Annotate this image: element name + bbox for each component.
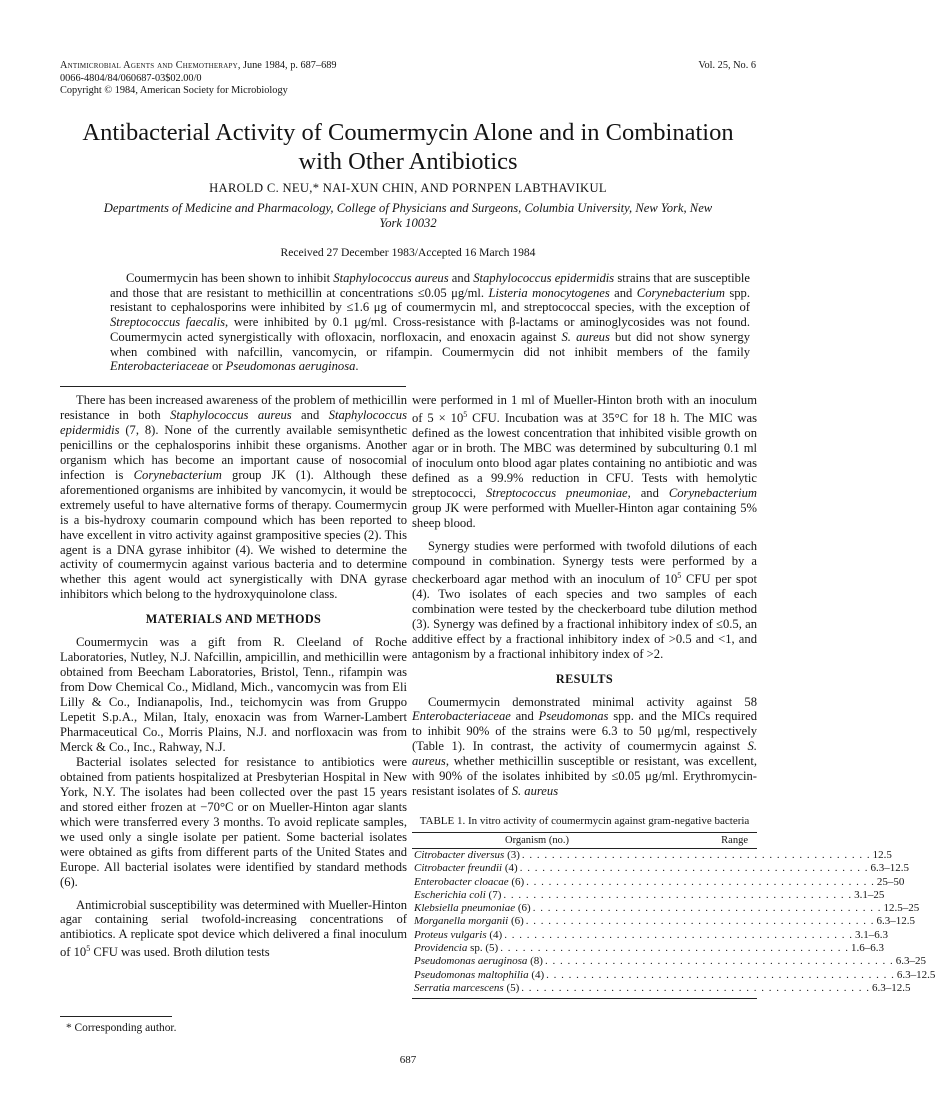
table-row	[412, 888, 885, 902]
table-caption: TABLE 1. In vitro activity of coumermycin against gram-negative bacteria	[419, 815, 750, 827]
range-cell: 6.3–25	[895, 955, 926, 968]
range-cell: 1.6–6.3	[850, 942, 884, 955]
journal-header	[60, 60, 337, 98]
journal-name: Antimicrobial Agents and Chemotherapy	[60, 60, 238, 71]
methods-paragraph-4: were performed in 1 ml of Mueller-Hinton broth with an inoculum of $5 \times 10^5$ CFU. Incubation was at 35°C for 18 h. The MIC was defined as the lowest concentration that inhibited visible growth on agar or in broth. The MBC was determined by subculturing 0.1 ml of inoculum onto blood agar plates containing no antibiotic and was defined as a 99.9% reduction in CFU. Tests with hemolytic streptococci, Streptococcus pneumoniae, and Corynebacterium group JK were performed with Mueller-Hinton agar containing 5% sheep blood.	[412, 393, 758, 530]
organism-cell: Citrobacter freundii (4)	[414, 862, 518, 875]
table-row	[412, 955, 926, 968]
organism-cell: Proteus vulgaris (4)	[414, 928, 503, 941]
dot-leader: . . . . . . . . . . . . . . . . . . . . . . . . . . . . . . . . . . . . . . . . . . . . . . .	[519, 862, 869, 875]
organism-cell: Pseudomonas aeruginosa (8)	[414, 955, 543, 968]
range-cell: 6.3–12.5	[896, 968, 935, 981]
table-header-row	[412, 832, 757, 849]
organism-cell: Providencia sp. (5)	[414, 942, 499, 955]
dot-leader: . . . . . . . . . . . . . . . . . . . . . . . . . . . . . . . . . . . . . . . . . . . . . . .	[525, 915, 875, 928]
range-cell: 6.3–12.5	[872, 981, 911, 994]
results-heading: RESULTS	[555, 671, 614, 686]
abstract: Coumermycin has been shown to inhibit Staphylococcus aureus and Staphylococcus epidermidis strains that are susceptible and those that are resistant to methicillin at concentrations ≤0.05 μg/ml. Listeria monocytogenes and Corynebacterium spp. resistant to cephalosporins were inhibited by ≤1.6 μg of coumermycin ml, and streptococcal species, with the exception of Streptococcus faecalis, were inhibited by 0.1 μg/ml. Cross-resistance with β-lactams or aminoglycosides was not found. Coumermycin acted synergistically with ofloxacin, norfloxacin, and enoxacin against S. aureus but did not show synergy when combined with nafcillin, vancomycin, or rifampin. Coumermycin did not inhibit members of the family Enterobacteriaceae or Pseudomonas aeruginosa.	[110, 271, 751, 374]
affiliation-line-1: Departments of Medicine and Pharmacology, College of Physicians and Surgeons, Columbia University, New York, New	[103, 201, 713, 215]
range-cell: 3.1–6.3	[854, 928, 888, 941]
title-line-1: Antibacterial Activity of Coumermycin Alone and in Combination	[82, 119, 734, 146]
dot-leader: . . . . . . . . . . . . . . . . . . . . . . . . . . . . . . . . . . . . . . . . . . . . . . .	[532, 902, 882, 915]
affiliation-line-2: York 10032	[379, 215, 437, 230]
organism-cell: Klebsiella pneumoniae (6)	[414, 902, 531, 915]
dot-leader: . . . . . . . . . . . . . . . . . . . . . . . . . . . . . . . . . . . . . . . . . . . . . . .	[544, 955, 894, 968]
table-row	[412, 981, 911, 995]
dot-leader: . . . . . . . . . . . . . . . . . . . . . . . . . . . . . . . . . . . . . . . . . . . . . . .	[526, 875, 875, 888]
organism-cell: Pseudomonas maltophilia (4)	[414, 968, 545, 981]
organism-cell: Citrobacter diversus (3)	[414, 849, 520, 861]
table-row	[412, 942, 884, 955]
methods-paragraph-2: Bacterial isolates selected for resistance to antibiotics were obtained from patients hospitalized at Presbyterian Hospital in New York, N.Y. The isolates had been collected over the past 15 years and stored either frozen at −70°C or on Mueller-Hinton agar slants which were transferred every 3 months. To avoid replicate samples, we used only a single isolate per patient. Some bacterial isolates were obtained as gifts from different parts of the United States and Europe. All bacterial isolates were identified by standard methods (6).	[60, 754, 407, 889]
table-row	[412, 849, 892, 862]
table-row	[412, 928, 888, 942]
methods-paragraph-3: Antimicrobial susceptibility was determined with Mueller-Hinton agar containing serial twofold-increasing concentrations of antibiotics. A replicate spot device which delivered a final inoculum of $10^5$ CFU was used. Broth dilution tests	[60, 897, 407, 960]
table-row	[412, 968, 935, 982]
dot-leader: . . . . . . . . . . . . . . . . . . . . . . . . . . . . . . . . . . . . . . . . . . . . . . .	[521, 849, 871, 861]
right-column	[412, 393, 757, 799]
range-cell: 25–50	[876, 875, 905, 888]
table-1	[412, 815, 935, 999]
column-header-range: Range	[721, 835, 748, 846]
results-paragraph: Coumermycin demonstrated minimal activity against 58 Enterobacteriaceae and Pseudomonas spp. and the MICs required to inhibit 90% of the strains were 6.3 to 50 μg/ml, respectively (Table 1). In contrast, the activity of coumermycin against S. aureus, whether methicillin susceptible or resistant, was excellent, with 90% of the isolates inhibited by ≤0.05 μg/ml. Erythromycin-resistant isolates of S. aureus	[412, 694, 757, 799]
range-cell: 12.5	[872, 849, 892, 861]
footnote-rule	[60, 1016, 172, 1017]
footnote: * Corresponding author.	[66, 1022, 177, 1034]
organism-cell: Escherichia coli (7)	[414, 888, 502, 901]
issue-info: , June 1984, p. 687–689	[237, 60, 337, 71]
volume-info: Vol. 25, No. 6	[698, 60, 756, 71]
affiliation	[60, 201, 756, 231]
organism-cell: Enterobacter cloacae (6)	[414, 875, 525, 888]
range-cell: 6.3–12.5	[870, 862, 909, 875]
title-line-2: with Other Antibiotics	[298, 148, 518, 175]
range-cell: 3.1–25	[854, 888, 885, 901]
organism-cell: Morganella morganii (6)	[414, 915, 524, 928]
methods-heading: MATERIALS AND METHODS	[145, 612, 322, 627]
range-cell: 6.3–12.5	[876, 915, 916, 928]
methods-paragraph-5: Synergy studies were performed with twofold dilutions of each compound in combination. Synergy tests were performed by a checkerboard agar method with an inoculum of $10^5$ CFU per spot (4). Two isolates of each species and two samples of each combination were tested by the checkerboard tube dilution method (3). Synergy was defined by a fractional inhibitory index of ≤0.5, an additive effect by a fractional inhibitory index of >0.5 and <1, and antagonism by a fractional inhibitory index of >2.	[412, 538, 757, 661]
table-row	[412, 902, 920, 915]
range-cell: 12.5–25	[883, 902, 920, 915]
table-row	[412, 915, 916, 928]
article-code: 0066-4804/84/060687-03$02.00/0	[60, 72, 202, 84]
dot-leader: . . . . . . . . . . . . . . . . . . . . . . . . . . . . . . . . . . . . . . . . . . . . . . .	[546, 968, 895, 981]
column-header-organism: Organism (no.)	[505, 835, 569, 846]
table-row	[412, 862, 909, 875]
table-bottom-rule	[412, 998, 757, 999]
copyright-line: Copyright © 1984, American Society for Microbiology	[60, 85, 288, 97]
dot-leader: . . . . . . . . . . . . . . . . . . . . . . . . . . . . . . . . . . . . . . . . . . . . . . .	[503, 888, 853, 901]
methods-paragraph-1: Coumermycin was a gift from R. Cleeland of Roche Laboratories, Nutley, N.J. Nafcillin, ampicillin, and methicillin were obtained from Beecham Laboratories, Bristol, Tenn., rifampin was from Dow Chemical Co., Midland, Mich., vancomycin was from Eli Lilly & Co., Indianapolis, Ind., teichomycin was from Gruppo Lepetit S.p.A., Milan, Italy, enoxacin was from Warner-Lambert Pharmaceutical Co., Morris Plains, N.J. and norfloxacin was from Merck & Co., Inc., Rahway, N.J.	[60, 635, 407, 754]
dot-leader: . . . . . . . . . . . . . . . . . . . . . . . . . . . . . . . . . . . . . . . . . . . . . . .	[500, 942, 849, 955]
left-column	[60, 393, 407, 961]
author-list: HAROLD C. NEU,* NAI-XUN CHIN, AND PORNPEN LABTHAVIKUL	[209, 181, 607, 195]
page-number: 687	[399, 1054, 417, 1066]
table-row	[412, 875, 905, 889]
received-dates: Received 27 December 1983/Accepted 16 March 1984	[280, 246, 536, 259]
article-title	[60, 118, 756, 176]
table-body	[412, 849, 935, 995]
abstract-separator-rule	[60, 386, 406, 387]
dot-leader: . . . . . . . . . . . . . . . . . . . . . . . . . . . . . . . . . . . . . . . . . . . . . . .	[521, 981, 871, 994]
organism-cell: Serratia marcescens (5)	[414, 981, 520, 994]
dot-leader: . . . . . . . . . . . . . . . . . . . . . . . . . . . . . . . . . . . . . . . . . . . . . . .	[504, 928, 853, 941]
intro-paragraph: There has been increased awareness of the problem of methicillin resistance in both Staphylococcus aureus and Staphylococcus epidermidis (7, 8). None of the currently available semisynthetic penicillins or the cephalosporins inhibit these organisms. Another organism which has become an important cause of nosocomial infection is Corynebacterium group JK (1). Although these aforementioned organisms are inhibited by vancomycin, it would be extremely useful to have alternative forms of therapy. Coumermycin is a bis-hydroxy coumarin compound which has been reported to have excellent in vitro activity against grampositive species (2). This agent is a DNA gyrase inhibitor (4). We wished to determine the activity of coumermycin against various bacteria and to determine whether this agent would act synergistically with DNA gyrase inhibitors which belong to the hydroxyquinolone class.	[60, 393, 407, 602]
